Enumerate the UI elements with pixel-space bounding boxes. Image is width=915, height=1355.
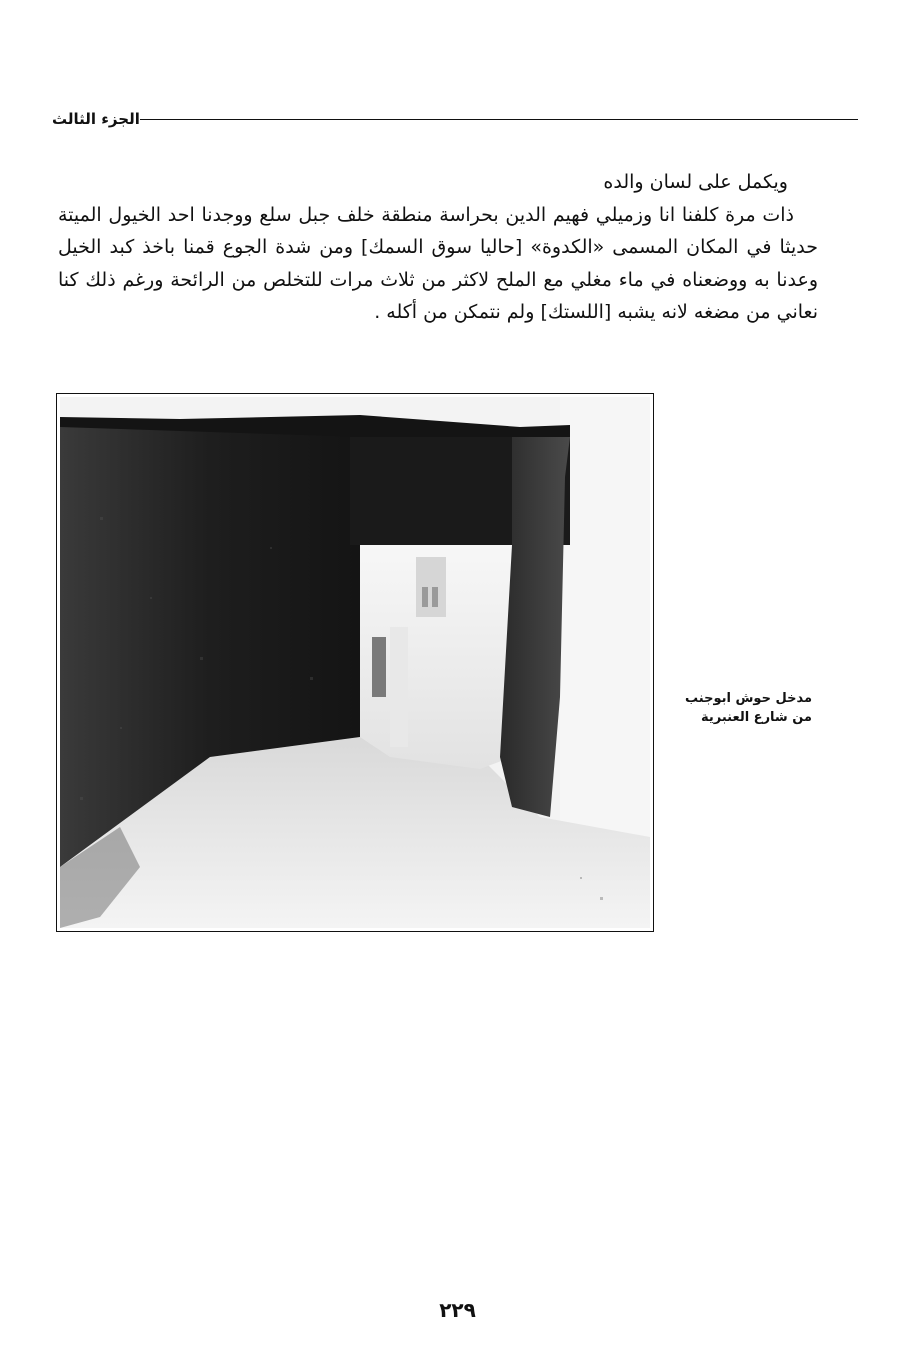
section-title: الجزء الثالث: [52, 110, 140, 128]
passage-door: [372, 637, 386, 697]
running-header: [52, 110, 858, 130]
body-text: [58, 166, 818, 329]
photo-frame: [56, 393, 654, 932]
main-paragraph: ذات مرة كلفنا انا وزميلي فهيم الدين بحراسة منطقة خلف جبل سلع ووجدنا احد الخيول الميتة حديثا في المكان المسمى «الكدوة» [حاليا سوق السمك] ومن شدة الجوع قمنا باخذ كبد الخيل وعدنا به ووضعناه في ماء مغلي مع الملح لاكثر من ثلاث مرات للتخلص من الرائحة ورغم ذلك كنا نعاني من مضغه لانه يشبه [اللستك] ولم نتمكن من أكله .: [58, 203, 818, 323]
distant-building: [416, 557, 446, 617]
alley-entrance-photo: [60, 397, 650, 928]
header-rule: [140, 119, 858, 120]
caption-line-1: مدخل حوش ابوجنب: [685, 691, 812, 706]
intro-line: ويكمل على لسان والده: [603, 171, 788, 193]
photo-caption: [672, 689, 812, 727]
caption-line-2: من شارع العنبرية: [701, 710, 812, 725]
page-number: ٢٢٩: [439, 1298, 476, 1322]
